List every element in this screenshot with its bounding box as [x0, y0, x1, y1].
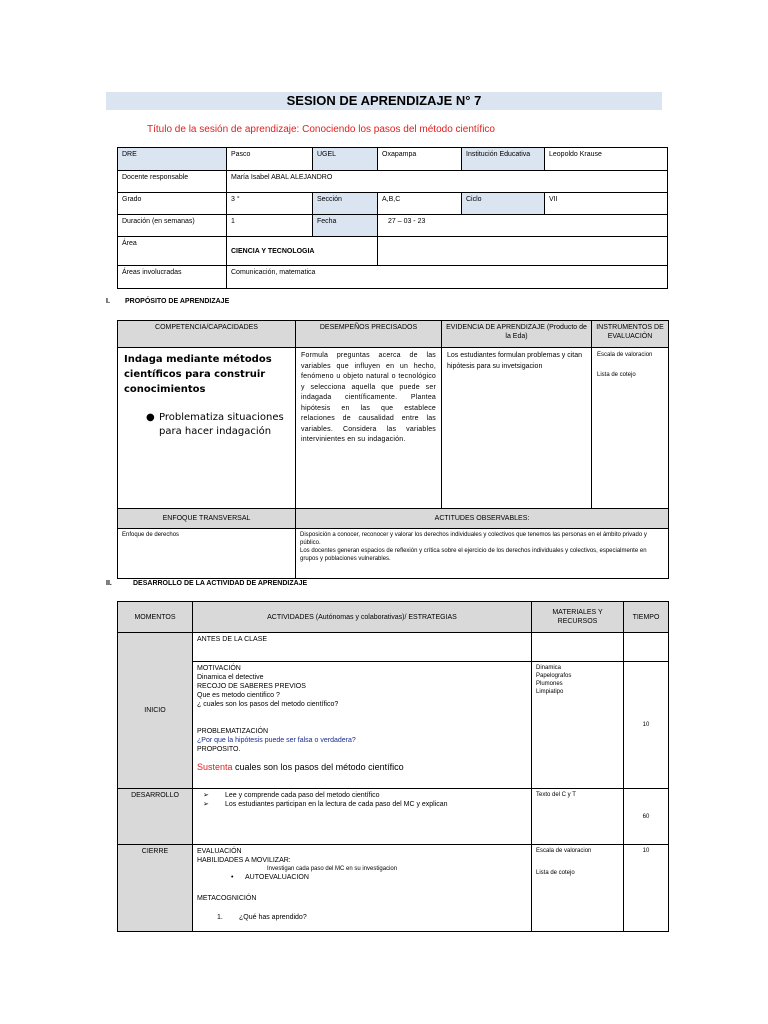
dre-label: DRE	[118, 148, 227, 171]
section2-number: II.	[106, 580, 112, 587]
meta-question: ¿Qué has aprendido?	[239, 914, 307, 921]
col-desempenos: DESEMPEÑOS PRECISADOS	[296, 321, 442, 348]
antes-clase: ANTES DE LA CLASE	[193, 633, 532, 662]
ciclo-value: VII	[545, 193, 668, 215]
motivacion: MOTIVACIÓN	[197, 665, 241, 672]
duracion-label: Duración (en semanas)	[118, 215, 227, 237]
ugel-label: UGEL	[313, 148, 378, 171]
instrumento-2: Lista de cotejo	[597, 372, 636, 378]
desarrollo-bullet-1: ➢	[203, 792, 209, 799]
desempeno: Formula preguntas acerca de las variables que influyen en un hecho, fenómeno u objeto natural o tecnológico y selecciona aquella que puede ser indagada científicamente. Plantea hipótesis en las que establece relaciones de causalidad entre las variables. Considera las variables intervinientes en su indagación.	[296, 348, 442, 509]
ciclo-label: Ciclo	[462, 193, 545, 215]
ugel-value: Oxapampa	[378, 148, 462, 171]
pregunta-2: ¿ cuales son los pasos del metodo científico?	[197, 701, 339, 708]
col-momentos: MOMENTOS	[118, 602, 193, 633]
sustenta-text: cuales son los pasos del método científico	[232, 762, 404, 772]
ie-value: Leopoldo Krause	[545, 148, 668, 171]
evidencia: Los estudiantes formulan problemas y citan hipótesis para su invetsigacion	[442, 348, 592, 509]
competencia: Indaga mediante métodos científicos para construir conocimientos	[124, 354, 272, 395]
recojo-saberes: RECOJO DE SABERES PREVIOS	[197, 683, 306, 690]
docente-value: María Isabel ABAL ALEJANDRO	[227, 171, 668, 193]
problematizacion: PROBLEMATIZACIÓN	[197, 728, 269, 735]
title-bar	[106, 92, 662, 110]
desarrollo-item-1: Lee y comprende cada paso del metodo científico	[225, 792, 380, 799]
areas-inv-label: Áreas involucradas	[118, 266, 227, 289]
page-title: SESION DE APRENDIZAJE N° 7	[286, 93, 482, 108]
material-desarrollo: Texto del C y T	[532, 789, 624, 845]
instrumento-1: Escala de valoracion	[597, 352, 653, 358]
investigan: Investigan cada paso del MC en su investigacion	[267, 866, 398, 872]
habilidades: HABILIDADES A MOVILIZAR:	[197, 857, 291, 864]
docente-label: Docente responsable	[118, 171, 227, 193]
desarrollo-bullet-2: ➢	[203, 801, 209, 808]
momento-inicio: INICIO	[118, 633, 193, 789]
dre-value: Pasco	[227, 148, 313, 171]
autoevaluacion: AUTOEVALUACION	[245, 874, 309, 881]
duracion-value: 1	[227, 215, 313, 237]
fecha-label: Fecha	[313, 215, 378, 237]
capacidad-bullet: ●	[146, 412, 155, 423]
metacognicion: METACOGNICIÓN	[197, 895, 257, 902]
material-inicio-2: Papelografos	[536, 673, 572, 679]
pregunta-1: Que es metodo cientifico ?	[197, 692, 280, 699]
capacidad: Problematiza situaciones para hacer indagación	[159, 412, 284, 437]
momento-desarrollo: DESARROLLO	[118, 789, 193, 845]
enfoque-value: Enfoque de derechos	[118, 529, 296, 579]
material-inicio-1: Dinamica	[536, 665, 562, 671]
col-actividades: ACTIVIDADES (Autónomas y colaborativas)/ ESTRATEGIAS	[193, 602, 532, 633]
material-cierre-1: Escala de valoracion	[536, 848, 592, 854]
col-materiales: MATERIALES Y RECURSOS	[532, 602, 624, 633]
enfoque-header: ENFOQUE TRANSVERSAL	[118, 509, 296, 529]
tiempo-desarrollo: 60	[624, 789, 669, 845]
pregunta-3: ¿Por que la hipótesis puede ser falsa o verdadera?	[197, 737, 356, 744]
grado-label: Grado	[118, 193, 227, 215]
seccion-label: Sección	[313, 193, 378, 215]
actitud-1: Disposición a conocer, reconocer y valorar los derechos individuales y colectivos que tenemos las personas en el ámbito privado y público.	[300, 532, 647, 546]
section1-heading: PROPÓSITO DE APRENDIZAJE	[125, 298, 230, 305]
areas-inv-value: Comunicación, matematica	[227, 266, 668, 289]
meta-number: 1.	[217, 914, 223, 921]
section1-number: I.	[106, 298, 110, 305]
sustenta-keyword: Sustenta	[197, 762, 233, 772]
desarrollo-item-2: Los estudiantes participan en la lectura de cada paso del MC y explican	[225, 801, 448, 808]
evaluacion: EVALUACIÓN	[197, 848, 242, 855]
dinamica: Dinamica el detective	[197, 674, 264, 681]
session-subtitle: Título de la sesión de aprendizaje: Conociendo los pasos del método científico	[147, 124, 495, 135]
ie-label: Institución Educativa	[462, 148, 545, 171]
col-evidencia: EVIDENCIA DE APRENDIZAJE (Producto de la Eda)	[442, 321, 592, 348]
actitudes-header: ACTITUDES OBSERVABLES:	[296, 509, 669, 529]
col-instrumentos: INSTRUMENTOS DE EVALUACIÓN	[592, 321, 669, 348]
tiempo-inicio: 10	[624, 662, 669, 789]
activities-table	[117, 601, 669, 932]
fecha-value: 27 – 03 - 23	[378, 215, 668, 237]
material-inicio-4: Limpiatipo	[536, 689, 564, 695]
material-inicio-3: Plumones	[536, 681, 563, 687]
purpose-table	[117, 320, 669, 579]
proposito: PROPOSITO.	[197, 746, 241, 753]
tiempo-cierre: 10	[624, 845, 669, 932]
grado-value: 3 °	[227, 193, 313, 215]
section2-heading: DESARROLLO DE LA ACTIVIDAD DE APRENDIZAJE	[133, 580, 308, 587]
momento-cierre: CIERRE	[118, 845, 193, 932]
seccion-value: A,B,C	[378, 193, 462, 215]
actitud-2: Los docentes generan espacios de reflexión y crítica sobre el ejercicio de los derechos individuales y colectivos, especialmente en grupos y poblaciones vulnerables.	[300, 548, 647, 562]
material-cierre-2: Lista de cotejo	[536, 870, 575, 876]
col-competencias: COMPETENCIA/CAPACIDADES	[118, 321, 296, 348]
area-label: Área	[118, 237, 227, 266]
auto-bullet: •	[231, 874, 234, 881]
info-table	[117, 147, 668, 289]
area-value: CIENCIA Y TECNOLOGIA	[227, 237, 378, 266]
col-tiempo: TIEMPO	[624, 602, 669, 633]
